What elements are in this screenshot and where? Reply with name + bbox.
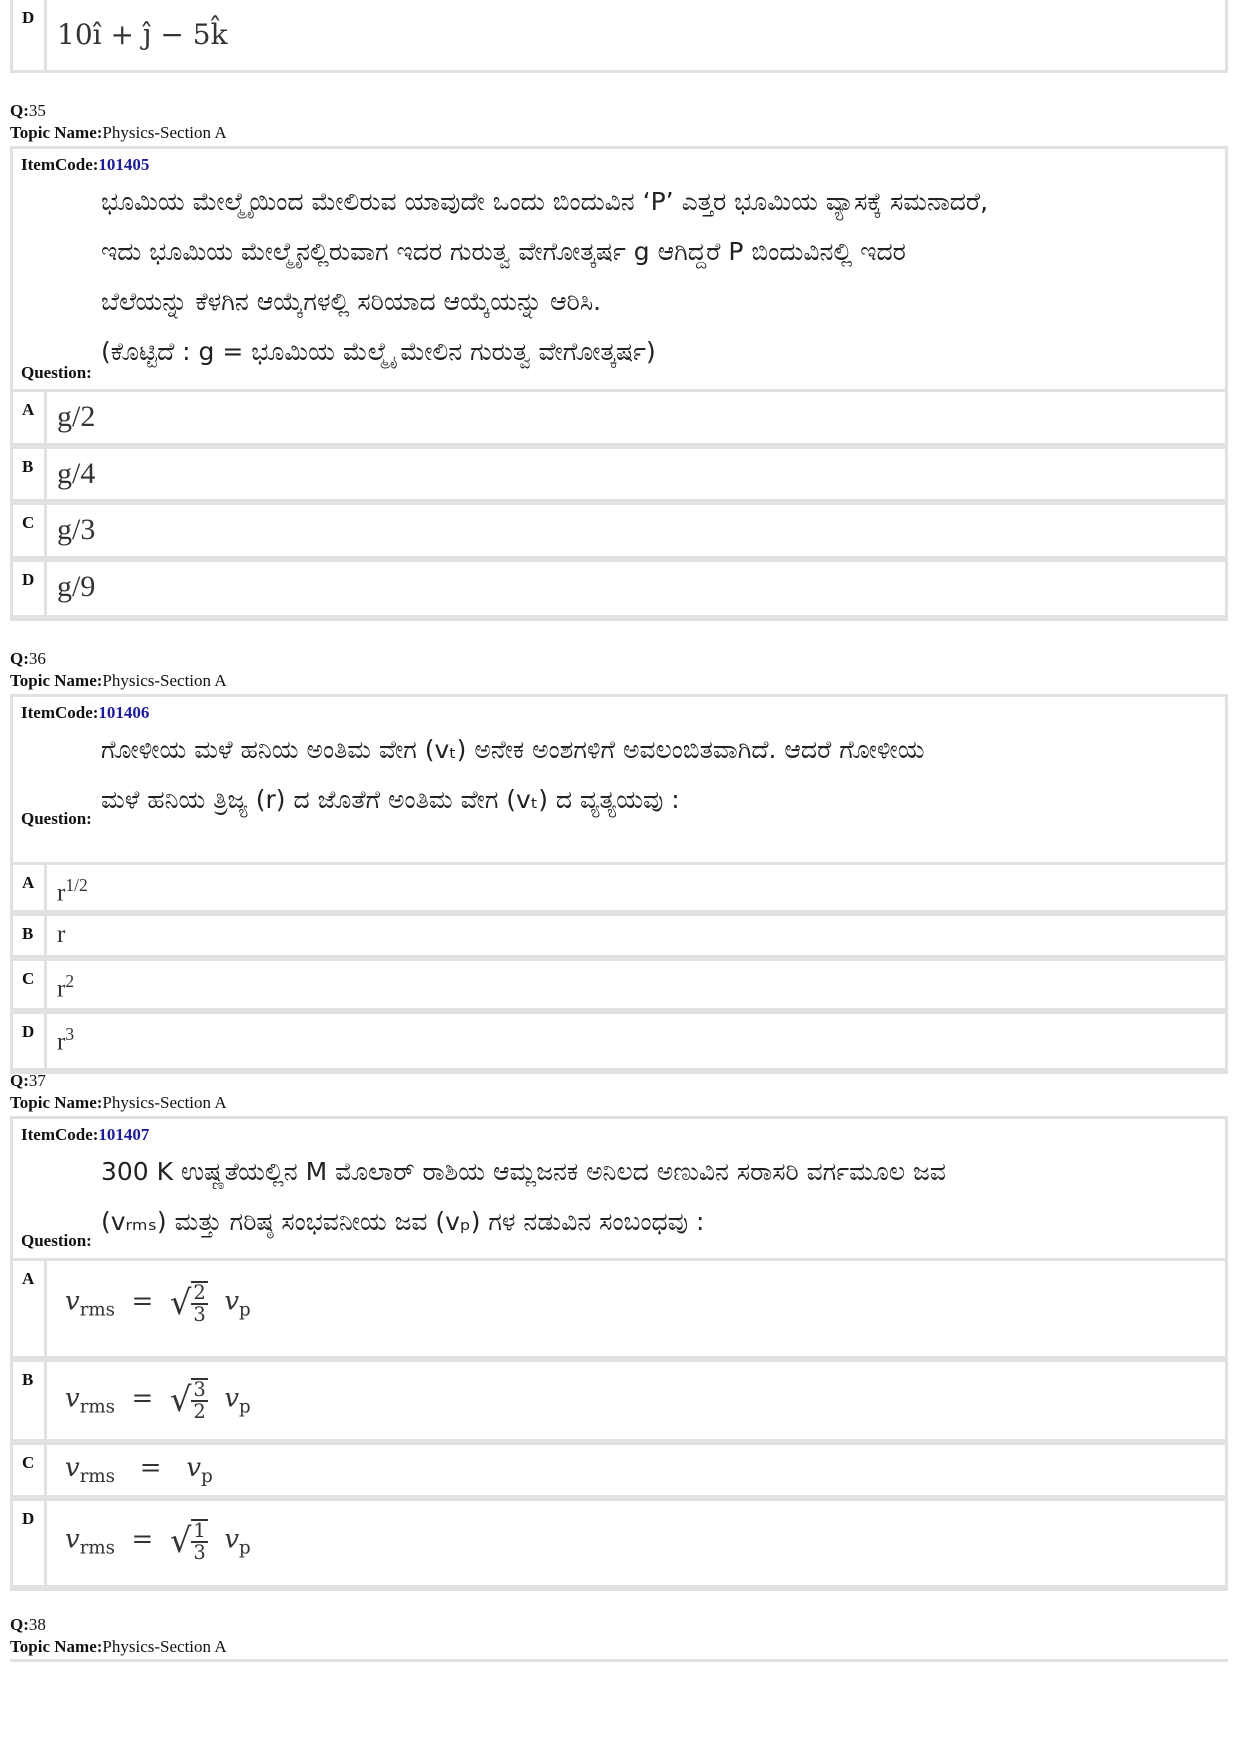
option-letter: D [22, 1509, 35, 1528]
divider [10, 1659, 1228, 1662]
question-line: ಬೆಲೆಯನ್ನು ಕೆಳಗಿನ ಆಯ್ಕೆಗಳಲ್ಲಿ ಸರಿಯಾದ ಆಯ್ಕೆಯನ್ನು ಆರಿಸಿ. [101, 287, 602, 316]
divider [44, 1261, 47, 1356]
option-text: $v_{rms}$ = √ $\frac{2}{3}$ $v_p$ [65, 1281, 251, 1326]
option-row[interactable] [10, 916, 1228, 958]
option-text: g/9 [57, 570, 96, 603]
option-text: r [57, 921, 66, 948]
question-line: ಮಳೆ ಹನಿಯ ತ್ರಿಜ್ಯ (r) ದ ಜೊತೆಗೆ ಅಂತಿಮ ವೇಗ (vₜ) ದ ವ್ಯತ್ಯಯವು : [101, 785, 680, 814]
question-text [101, 725, 1216, 825]
option-letter: C [22, 513, 35, 532]
option-text: $r^{1/2}$ [57, 875, 88, 907]
divider [44, 1445, 47, 1495]
option-row[interactable] [10, 1445, 1228, 1498]
option-letter: D [22, 570, 35, 589]
topic-name: Topic Name:Physics-Section A [10, 671, 227, 690]
question-line: (ಕೊಟ್ಟಿದೆ : g = ಭೂಮಿಯ ಮೆಲ್ಮೈ ಮೇಲಿನ ಗುರುತ್ವ ವೇಗೋತ್ಕರ್ಷ) [101, 337, 656, 366]
option-letter: D [22, 1022, 35, 1041]
question-block [10, 1116, 1228, 1260]
option-text: 10î + ĵ − 5k̂ [57, 18, 228, 51]
divider [44, 449, 47, 499]
option-row[interactable] [10, 1501, 1228, 1591]
option-row[interactable] [10, 449, 1228, 502]
question-block [10, 694, 1228, 862]
option-letter: C [22, 1453, 35, 1472]
option-row[interactable] [10, 0, 1228, 73]
question-text [101, 1147, 1216, 1247]
option-row[interactable] [10, 392, 1228, 446]
divider [44, 916, 47, 955]
question-text [101, 177, 1216, 377]
question-line: ಗೋಳೀಯ ಮಳೆ ಹನಿಯ ಅಂತಿಮ ವೇಗ (vₜ) ಅನೇಕ ಅಂಶಗಳಿಗೆ ಅವಲಂಬಿತವಾಗಿದೆ. ಆದರೆ ಗೋಳೀಯ [101, 735, 925, 764]
divider [44, 0, 47, 70]
option-text: g/4 [57, 457, 96, 490]
question-number: Q:38 [10, 1615, 46, 1634]
option-letter: A [22, 400, 35, 419]
option-letter: A [22, 873, 35, 892]
option-letter: B [22, 924, 34, 943]
question-label: Question: [21, 363, 92, 382]
divider [44, 562, 47, 615]
divider [44, 1501, 47, 1585]
option-text: g/2 [57, 400, 96, 433]
option-letter: A [22, 1269, 35, 1288]
option-text: g/3 [57, 513, 96, 546]
question-number: Q:36 [10, 649, 46, 668]
option-letter: D [22, 8, 35, 27]
divider [44, 1014, 47, 1068]
divider [44, 961, 47, 1008]
option-row[interactable] [10, 505, 1228, 559]
topic-name: Topic Name:Physics-Section A [10, 123, 227, 142]
item-code: ItemCode:101407 [21, 1125, 150, 1144]
option-row[interactable] [10, 1014, 1228, 1074]
option-text: $v_{rms}$ = √ $\frac{3}{2}$ $v_p$ [65, 1378, 251, 1423]
question-label: Question: [21, 1231, 92, 1250]
option-letter: B [22, 1370, 34, 1389]
option-text: $r^3$ [57, 1024, 75, 1056]
option-text: $v_{rms}$ = √ $\frac{1}{3}$ $v_p$ [65, 1519, 251, 1564]
option-text: $r^2$ [57, 971, 75, 1003]
item-code: ItemCode:101406 [21, 703, 150, 722]
topic-name: Topic Name:Physics-Section A [10, 1637, 227, 1656]
question-line: ಭೂಮಿಯ ಮೇಲ್ಮೈಯಿಂದ ಮೇಲಿರುವ ಯಾವುದೇ ಒಂದು ಬಿಂದುವಿನ ‘P’ ಎತ್ತರ ಭೂಮಿಯ ವ್ಯಾಸಕ್ಕೆ ಸಮನಾದರೆ, [101, 187, 989, 216]
option-row[interactable] [10, 961, 1228, 1011]
question-line: ಇದು ಭೂಮಿಯ ಮೇಲ್ಮೈನಲ್ಲಿರುವಾಗ ಇದರ ಗುರುತ್ವ ವೇಗೋತ್ಕರ್ಷ g ಆಗಿದ್ದರೆ P ಬಿಂದುವಿನಲ್ಲಿ ಇದರ [101, 237, 906, 266]
option-row[interactable] [10, 562, 1228, 621]
option-text: $v_{rms}$ = $v_p$ [65, 1453, 213, 1488]
question-block [10, 146, 1228, 391]
option-row[interactable] [10, 865, 1228, 913]
divider [44, 505, 47, 556]
topic-name: Topic Name:Physics-Section A [10, 1093, 227, 1112]
divider [44, 1362, 47, 1439]
divider [44, 865, 47, 910]
option-row[interactable] [10, 1362, 1228, 1442]
option-letter: C [22, 969, 35, 988]
item-code: ItemCode:101405 [21, 155, 150, 174]
option-letter: B [22, 457, 34, 476]
question-line: (vᵣₘₛ) ಮತ್ತು ಗರಿಷ್ಠ ಸಂಭವನೀಯ ಜವ (vₚ) ಗಳ ನಡುವಿನ ಸಂಬಂಧವು : [101, 1207, 705, 1236]
option-row[interactable] [10, 1261, 1228, 1359]
question-number: Q:35 [10, 101, 46, 120]
question-number: Q:37 [10, 1071, 46, 1090]
question-label: Question: [21, 809, 92, 828]
divider [44, 392, 47, 443]
question-line: 300 K ಉಷ್ಣತೆಯಲ್ಲಿನ M ಮೊಲಾರ್ ರಾಶಿಯ ಆಮ್ಲಜನಕ ಅನಿಲದ ಅಣುವಿನ ಸರಾಸರಿ ವರ್ಗಮೂಲ ಜವ [101, 1157, 946, 1186]
